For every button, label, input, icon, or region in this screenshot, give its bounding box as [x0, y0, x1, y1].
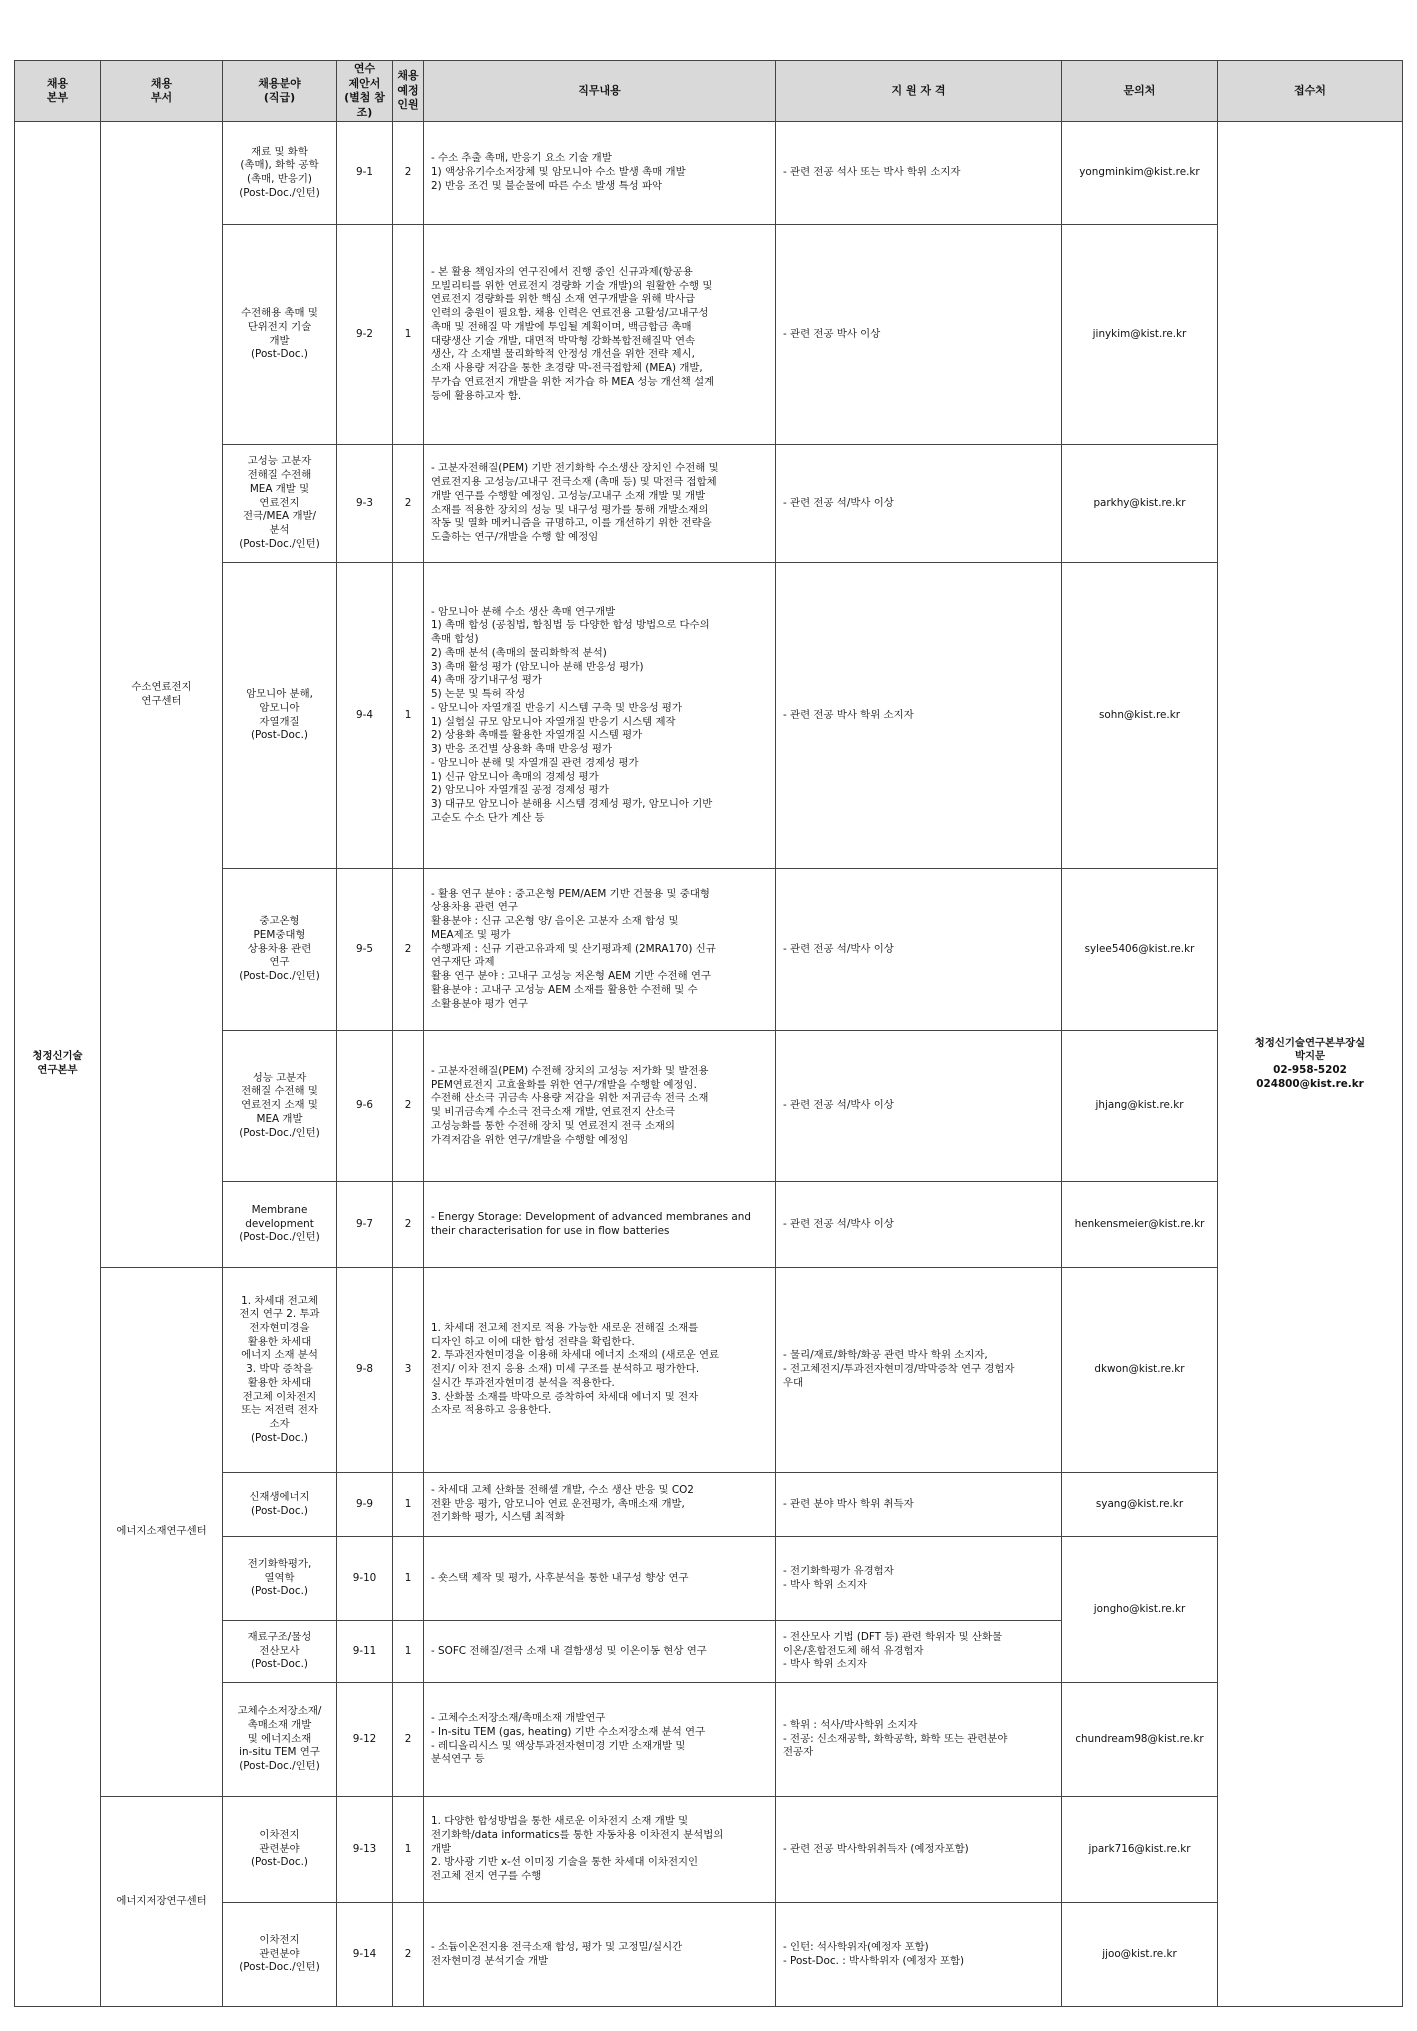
- count-cell: 2: [393, 122, 424, 225]
- proposal-cell: 9-2: [337, 225, 393, 445]
- count-cell: 2: [393, 1683, 424, 1797]
- field-cell: 수전해용 촉매 및 단위전지 기술 개발 (Post-Doc.): [223, 225, 337, 445]
- contact-email[interactable]: parkhy@kist.re.kr: [1062, 445, 1218, 563]
- field-cell: 신재생에너지 (Post-Doc.): [223, 1473, 337, 1537]
- qualification-cell: - 관련 전공 석/박사 이상: [776, 1031, 1062, 1182]
- count-cell: 3: [393, 1268, 424, 1473]
- qualification-cell: - 관련 전공 박사 이상: [776, 225, 1062, 445]
- qualification-cell: - 관련 전공 박사 학위 소지자: [776, 563, 1062, 869]
- table-row: [15, 1473, 1403, 1537]
- qualification-cell: - 관련 전공 석/박사 이상: [776, 445, 1062, 563]
- count-cell: 1: [393, 225, 424, 445]
- qualification-cell: - 관련 전공 박사학위취득자 (예정자포함): [776, 1797, 1062, 1903]
- contact-email[interactable]: syang@kist.re.kr: [1062, 1473, 1218, 1537]
- header-field: 채용분야 (직급): [223, 61, 337, 122]
- field-cell: Membrane development (Post-Doc./인턴): [223, 1182, 337, 1268]
- duty-cell: - SOFC 전해질/전극 소재 내 결함생성 및 이온이동 현상 연구: [424, 1621, 776, 1683]
- contact-email[interactable]: sohn@kist.re.kr: [1062, 563, 1218, 869]
- field-cell: 암모니아 분해, 암모니아 자열개질 (Post-Doc.): [223, 563, 337, 869]
- count-cell: 2: [393, 1903, 424, 2007]
- header-dept: 채용 부서: [101, 61, 223, 122]
- count-cell: 2: [393, 869, 424, 1031]
- table-row: [15, 869, 1403, 1031]
- contact-email[interactable]: jpark716@kist.re.kr: [1062, 1797, 1218, 1903]
- field-cell: 중고온형 PEM중대형 상용차용 관련 연구 (Post-Doc./인턴): [223, 869, 337, 1031]
- contact-email[interactable]: jjoo@kist.re.kr: [1062, 1903, 1218, 2007]
- qualification-cell: - 관련 전공 석사 또는 박사 학위 소지자: [776, 122, 1062, 225]
- table-row: [15, 1797, 1403, 1903]
- proposal-cell: 9-14: [337, 1903, 393, 2007]
- contact-email[interactable]: henkensmeier@kist.re.kr: [1062, 1182, 1218, 1268]
- qualification-cell: - 전기화학평가 유경험자 - 박사 학위 소지자: [776, 1537, 1062, 1621]
- count-cell: 1: [393, 1537, 424, 1621]
- duty-cell: - 활용 연구 분야 : 중고온형 PEM/AEM 기반 건물용 및 중대형 상용차용 관련 연구 활용분야 : 신규 고온형 양/ 음이온 고분자 소재 합성 및 MEA제조 및 평가 수행과제 : 신규 기관고유과제 및 산기평과제 (2MRA170) 신규 연구재단 과제 활용 연구 분야 : 고내구 고성능 저온형 AEM 기반 수전해 연구 활용분야 : 고내구 고성능 AEM 소재를 활용한 수전해 및 수 소활용분야 평가 연구: [424, 869, 776, 1031]
- table-row: [15, 122, 1403, 225]
- qualification-cell: - 관련 전공 석/박사 이상: [776, 869, 1062, 1031]
- table-row: [15, 1683, 1403, 1797]
- recruitment-table: [14, 60, 1403, 2007]
- table-row: [15, 563, 1403, 869]
- qualification-cell: - 물리/재료/화학/화공 관련 박사 학위 소지자, - 전고체전지/투과전자현미경/박막증착 연구 경험자 우대: [776, 1268, 1062, 1473]
- header-contact: 문의처: [1062, 61, 1218, 122]
- field-cell: 고체수소저장소재/ 촉매소재 개발 및 에너지소재 in-situ TEM 연구 (Post-Doc./인턴): [223, 1683, 337, 1797]
- proposal-cell: 9-13: [337, 1797, 393, 1903]
- header-division: 채용 본부: [15, 61, 101, 122]
- dept-cell: 에너지저장연구센터: [101, 1797, 223, 2007]
- count-cell: 1: [393, 1473, 424, 1537]
- field-cell: 재료구조/물성 전산모사 (Post-Doc.): [223, 1621, 337, 1683]
- contact-email[interactable]: chundream98@kist.re.kr: [1062, 1683, 1218, 1797]
- count-cell: 1: [393, 1797, 424, 1903]
- table-row: [15, 225, 1403, 445]
- field-cell: 재료 및 화학 (촉매), 화학 공학 (촉매, 반응기) (Post-Doc./인턴): [223, 122, 337, 225]
- header-row: [15, 61, 1403, 122]
- dept-cell: 수소연료전지 연구센터: [101, 122, 223, 1268]
- table-row: [15, 1031, 1403, 1182]
- proposal-cell: 9-3: [337, 445, 393, 563]
- qualification-cell: - 관련 분야 박사 학위 취득자: [776, 1473, 1062, 1537]
- header-count: 채용 예정 인원: [393, 61, 424, 122]
- qualification-cell: - 전산모사 기법 (DFT 등) 관련 학위자 및 산화물 이온/혼합전도체 해석 유경험자 - 박사 학위 소지자: [776, 1621, 1062, 1683]
- duty-cell: - 소듐이온전지용 전극소재 합성, 평가 및 고정밀/실시간 전자현미경 분석기술 개발: [424, 1903, 776, 2007]
- field-cell: 전기화학평가, 열역학 (Post-Doc.): [223, 1537, 337, 1621]
- contact-email[interactable]: jhjang@kist.re.kr: [1062, 1031, 1218, 1182]
- proposal-cell: 9-4: [337, 563, 393, 869]
- duty-cell: 1. 차세대 전고체 전지로 적용 가능한 새로운 전해질 소재를 디자인 하고 이에 대한 합성 전략을 확립한다. 2. 투과전자현미경을 이용해 차세대 에너지 소재의 (새로운 연료 전지/ 이차 전지 응용 소재) 미세 구조를 분석하고 평가한다. 실시간 투과전자현미경 분석을 적용한다. 3. 산화물 소재를 박막으로 증착하여 차세대 에너지 및 전자 소자로 적용하고 응용한다.: [424, 1268, 776, 1473]
- count-cell: 2: [393, 1031, 424, 1182]
- proposal-cell: 9-6: [337, 1031, 393, 1182]
- count-cell: 1: [393, 1621, 424, 1683]
- table-row: [15, 1903, 1403, 2007]
- dept-cell: 에너지소재연구센터: [101, 1268, 223, 1797]
- proposal-cell: 9-7: [337, 1182, 393, 1268]
- contact-email[interactable]: sylee5406@kist.re.kr: [1062, 869, 1218, 1031]
- duty-cell: - Energy Storage: Development of advanced membranes and their characterisation for use in flow batteries: [424, 1182, 776, 1268]
- field-cell: 성능 고분자 전해질 수전해 및 연료전지 소재 및 MEA 개발 (Post-Doc./인턴): [223, 1031, 337, 1182]
- contact-email[interactable]: yongminkim@kist.re.kr: [1062, 122, 1218, 225]
- proposal-cell: 9-11: [337, 1621, 393, 1683]
- duty-cell: - 본 활용 책임자의 연구진에서 진행 중인 신규과제(항공용 모빌리티를 위한 연료전지 경량화 기술 개발)의 원활한 수행 및 연료전지 경량화를 위한 핵심 소재 연구개발을 위해 박사급 인력의 충원이 필요함. 채용 인력은 연료전용 고활성/고내구성 촉매 및 전해질 막 개발에 투입될 계획이며, 백금합금 촉매 대량생산 기술 개발, 대면적 박막형 강화복합전해질막 연속 생산, 각 소재별 물리화학적 안정성 개선을 위한 전략 제시, 소재 사용량 저감을 통한 초경량 막-전극접합체 (MEA) 개발, 무가습 연료전지 개발을 위한 저가습 하 MEA 성능 개선책 설계 등에 활용하고자 함.: [424, 225, 776, 445]
- duty-cell: - 고체수소저장소재/촉매소재 개발연구 - In-situ TEM (gas, heating) 기반 수소저장소재 분석 연구 - 레디올리시스 및 액상투과전자현미경 기반 소재개발 및 분석연구 등: [424, 1683, 776, 1797]
- header-proposal: 연수 제안서 (별첨 참조): [337, 61, 393, 122]
- receipt-cell[interactable]: 청정신기술연구본부장실 박지문 02-958-5202 024800@kist.re.kr: [1218, 122, 1403, 2007]
- proposal-cell: 9-1: [337, 122, 393, 225]
- duty-cell: - 숏스택 제작 및 평가, 사후분석을 통한 내구성 향상 연구: [424, 1537, 776, 1621]
- count-cell: 2: [393, 1182, 424, 1268]
- proposal-cell: 9-5: [337, 869, 393, 1031]
- field-cell: 1. 차세대 전고체 전지 연구 2. 투과 전자현미경을 활용한 차세대 에너지 소재 분석 3. 박막 증착을 활용한 차세대 전고체 이차전지 또는 저전력 전자 소자 (Post-Doc.): [223, 1268, 337, 1473]
- qualification-cell: - 인턴: 석사학위자(예정자 포함) - Post-Doc. : 박사학위자 (예정자 포함): [776, 1903, 1062, 2007]
- field-cell: 고성능 고분자 전해질 수전해 MEA 개발 및 연료전지 전극/MEA 개발/ 분석 (Post-Doc./인턴): [223, 445, 337, 563]
- header-duty: 직무내용: [424, 61, 776, 122]
- qualification-cell: - 학위 : 석사/박사학위 소지자 - 전공: 신소재공학, 화학공학, 화학 또는 관련분야 전공자: [776, 1683, 1062, 1797]
- duty-cell: - 고분자전해질(PEM) 수전해 장치의 고성능 저가화 및 발전용 PEM연료전지 고효율화를 위한 연구/개발을 수행할 예정임. 수전해 산소극 귀금속 사용량 저감을 위한 저귀금속 전극 소재 및 비귀금속계 수소극 전극소재 개발, 연료전지 산소극 고성능화를 통한 수전해 장치 및 연료전지 전극 소재의 가격저감을 위한 연구/개발을 수행할 예정임: [424, 1031, 776, 1182]
- contact-email[interactable]: dkwon@kist.re.kr: [1062, 1268, 1218, 1473]
- proposal-cell: 9-9: [337, 1473, 393, 1537]
- field-cell: 이차전지 관련분야 (Post-Doc.): [223, 1797, 337, 1903]
- table-row: [15, 1537, 1403, 1621]
- field-cell: 이차전지 관련분야 (Post-Doc./인턴): [223, 1903, 337, 2007]
- proposal-cell: 9-8: [337, 1268, 393, 1473]
- table-row: [15, 1182, 1403, 1268]
- contact-email[interactable]: jongho@kist.re.kr: [1062, 1537, 1218, 1683]
- duty-cell: - 수소 추출 촉매, 반응기 요소 기술 개발 1) 액상유기수소저장체 및 암모니아 수소 발생 촉매 개발 2) 반응 조건 및 불순물에 따른 수소 발생 특성 파악: [424, 122, 776, 225]
- table-row: [15, 445, 1403, 563]
- duty-cell: 1. 다양한 합성방법을 통한 새로운 이차전지 소재 개발 및 전기화학/data informatics를 통한 자동차용 이차전지 분석법의 개발 2. 방사광 기반 x-선 이미징 기술을 통한 차세대 이차전지인 전고체 전지 연구를 수행: [424, 1797, 776, 1903]
- count-cell: 2: [393, 445, 424, 563]
- header-receipt: 접수처: [1218, 61, 1403, 122]
- proposal-cell: 9-10: [337, 1537, 393, 1621]
- division-cell: 청정신기술 연구본부: [15, 122, 101, 2007]
- proposal-cell: 9-12: [337, 1683, 393, 1797]
- table-row: [15, 1268, 1403, 1473]
- duty-cell: - 차세대 고체 산화물 전해셀 개발, 수소 생산 반응 및 CO2 전환 반응 평가, 암모니아 연료 운전평가, 촉매소재 개발, 전기화학 평가, 시스템 최적화: [424, 1473, 776, 1537]
- duty-cell: - 고분자전해질(PEM) 기반 전기화학 수소생산 장치인 수전해 및 연료전지용 고성능/고내구 전극소재 (촉매 등) 및 막전극 접합체 개발 연구를 수행할 예정임. 고성능/고내구 소재 개발 및 개발 소재를 적용한 장치의 성능 및 내구성 평가를 통해 개발소재의 작동 및 열화 메커니즘을 규명하고, 이를 개선하기 위한 전략을 도출하는 연구/개발을 수행 할 예정임: [424, 445, 776, 563]
- contact-email[interactable]: jinykim@kist.re.kr: [1062, 225, 1218, 445]
- qualification-cell: - 관련 전공 석/박사 이상: [776, 1182, 1062, 1268]
- header-qualification: 지 원 자 격: [776, 61, 1062, 122]
- duty-cell: - 암모니아 분해 수소 생산 촉매 연구개발 1) 촉매 합성 (공침법, 함침법 등 다양한 합성 방법으로 다수의 촉매 합성) 2) 촉매 분석 (촉매의 물리화학적 분석) 3) 촉매 활성 평가 (암모니아 분해 반응성 평가) 4) 촉매 장기내구성 평가 5) 논문 및 특허 작성 - 암모니아 자열개질 반응기 시스템 구축 및 반응성 평가 1) 실험실 규모 암모니아 자열개질 반응기 시스템 제작 2) 상용화 촉매를 활용한 자열개질 시스템 평가 3) 반응 조건별 상용화 촉매 반응성 평가 - 암모니아 분해 및 자열개질 관련 경제성 평가 1) 신규 암모니아 촉매의 경제성 평가 2) 암모니아 자열개질 공정 경제성 평가 3) 대규모 암모니아 분해용 시스템 경제성 평가, 암모니아 기반 고순도 수소 단가 계산 등: [424, 563, 776, 869]
- count-cell: 1: [393, 563, 424, 869]
